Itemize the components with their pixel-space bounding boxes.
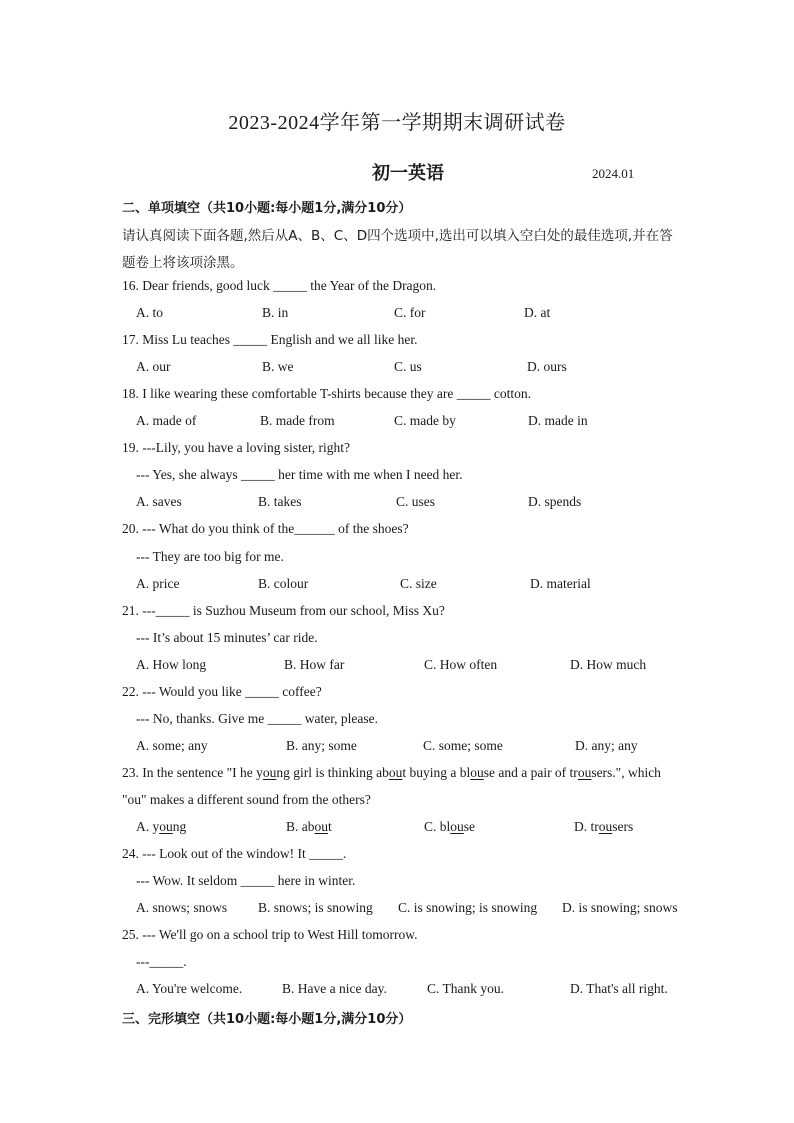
question-18-option-c[interactable]: C. made by <box>394 413 456 428</box>
question-20-stem: 20. --- What do you think of the______ of the shoes? <box>122 521 409 536</box>
question-19-option-c[interactable]: C. uses <box>396 494 436 509</box>
question-18-option-b[interactable]: B. made from <box>260 413 335 428</box>
question-16-option-c[interactable]: C. for <box>394 305 426 320</box>
question-24-option-c[interactable]: C. is snowing; is snowing <box>398 900 538 915</box>
option-text: sers <box>612 819 634 834</box>
question-23-stem-part: ng girl is thinking ab <box>276 765 389 780</box>
question-25-stem: 25. --- We'll go on a school trip to West Hill tomorrow. <box>122 927 418 942</box>
question-22-option-d[interactable]: D. any; any <box>575 738 638 753</box>
question-16-stem: 16. Dear friends, good luck _____ the Year of the Dragon. <box>122 278 437 293</box>
underlined-letters: ou <box>388 765 403 780</box>
underlined-letters: ou <box>577 765 592 780</box>
question-22-stem: 22. --- Would you like _____ coffee? <box>122 684 322 699</box>
option-text: B. ab <box>286 819 315 834</box>
question-22-option-a[interactable]: A. some; any <box>136 738 208 753</box>
option-text: A. y <box>136 819 160 834</box>
question-17-stem: 17. Miss Lu teaches _____ English and we all like her. <box>122 332 418 347</box>
question-23-stem-part: se and a pair of tr <box>483 765 578 780</box>
question-18-option-d[interactable]: D. made in <box>528 413 588 428</box>
question-23-option-b[interactable] <box>286 819 332 835</box>
subject-title: 初一英语 <box>372 163 444 184</box>
question-16-option-b[interactable]: B. in <box>262 305 289 320</box>
option-text: ng <box>172 819 187 834</box>
question-21-option-c[interactable]: C. How often <box>424 657 498 672</box>
question-24-option-a[interactable]: A. snows; snows <box>136 900 228 915</box>
exam-date: 2024.01 <box>592 166 635 181</box>
question-20-option-d[interactable]: D. material <box>530 576 591 591</box>
question-23-stem-part: sers.", which <box>591 765 661 780</box>
question-24-option-d[interactable]: D. is snowing; snows <box>562 900 678 915</box>
question-23-stem-part: t buying a bl <box>402 765 471 780</box>
question-19-stem: 19. ---Lily, you have a loving sister, right? <box>122 440 351 455</box>
option-text: se <box>463 819 476 834</box>
question-19-line-2: --- Yes, she always _____ her time with me when I need her. <box>136 467 463 482</box>
question-25-option-d[interactable]: D. That's all right. <box>570 981 668 996</box>
question-25-line-2: ---_____. <box>136 954 187 969</box>
question-17-option-d[interactable]: D. ours <box>527 359 567 374</box>
question-16-option-d[interactable]: D. at <box>524 305 551 320</box>
question-19-option-b[interactable]: B. takes <box>258 494 302 509</box>
question-17-option-c[interactable]: C. us <box>394 359 422 374</box>
question-24-line-2: --- Wow. It seldom _____ here in winter. <box>136 873 356 888</box>
question-17-option-b[interactable]: B. we <box>262 359 294 374</box>
underlined-letters: ou <box>159 819 173 834</box>
question-22-line-2: --- No, thanks. Give me _____ water, please. <box>136 711 379 726</box>
question-23-option-a[interactable] <box>136 819 186 835</box>
option-text: C. bl <box>424 819 451 834</box>
underlined-letters: ou <box>470 765 484 780</box>
question-24-stem: 24. --- Look out of the window! It _____. <box>122 846 347 861</box>
question-23-stem-part: 23. In the sentence "I he y <box>122 765 263 780</box>
section-2-instruction-line-2: 题卷上将该项涂黑。 <box>122 255 244 271</box>
question-21-line-2: --- It’s about 15 minutes’ car ride. <box>136 630 318 645</box>
question-23-line-2: "ou" makes a different sound from the others? <box>122 792 371 807</box>
question-21-option-a[interactable]: A. How long <box>136 657 207 672</box>
option-text: t <box>328 819 332 834</box>
question-22-option-c[interactable]: C. some; some <box>423 738 503 753</box>
question-23-option-c[interactable] <box>424 819 475 835</box>
question-25-option-c[interactable]: C. Thank you. <box>427 981 504 996</box>
question-20-option-a[interactable]: A. price <box>136 576 180 591</box>
section-3-heading: 三、完形填空（共10小题:每小题1分,满分10分） <box>122 1012 412 1027</box>
section-2-instruction-line-1: 请认真阅读下面各题,然后从A、B、C、D四个选项中,选出可以填入空白处的最佳选项,并在答 <box>122 228 673 244</box>
question-25-option-b[interactable]: B. Have a nice day. <box>282 981 387 996</box>
question-23-stem <box>122 765 661 781</box>
question-24-option-b[interactable]: B. snows; is snowing <box>258 900 373 915</box>
question-19-option-a[interactable]: A. saves <box>136 494 182 509</box>
question-19-option-d[interactable]: D. spends <box>528 494 582 509</box>
question-21-stem: 21. ---_____ is Suzhou Museum from our school, Miss Xu? <box>122 603 445 618</box>
underlined-letters: ou <box>450 819 464 834</box>
question-20-line-2: --- They are too big for me. <box>136 549 284 564</box>
section-2-heading: 二、单项填空（共10小题:每小题1分,满分10分） <box>122 201 412 216</box>
exam-title: 2023-2024学年第一学期期末调研试卷 <box>228 112 566 134</box>
underlined-letters: ou <box>598 819 613 834</box>
question-21-option-d[interactable]: D. How much <box>570 657 647 672</box>
question-20-option-c[interactable]: C. size <box>400 576 437 591</box>
underlined-letters: ou <box>262 765 277 780</box>
question-25-option-a[interactable]: A. You're welcome. <box>136 981 243 996</box>
question-23-option-d[interactable] <box>574 819 633 835</box>
question-18-stem: 18. I like wearing these comfortable T-shirts because they are _____ cotton. <box>122 386 532 401</box>
question-20-option-b[interactable]: B. colour <box>258 576 309 591</box>
option-text: D. tr <box>574 819 599 834</box>
question-16-option-a[interactable]: A. to <box>136 305 163 320</box>
question-21-option-b[interactable]: B. How far <box>284 657 345 672</box>
question-17-option-a[interactable]: A. our <box>136 359 171 374</box>
question-18-option-a[interactable]: A. made of <box>136 413 197 428</box>
question-22-option-b[interactable]: B. any; some <box>286 738 357 753</box>
underlined-letters: ou <box>314 819 328 834</box>
